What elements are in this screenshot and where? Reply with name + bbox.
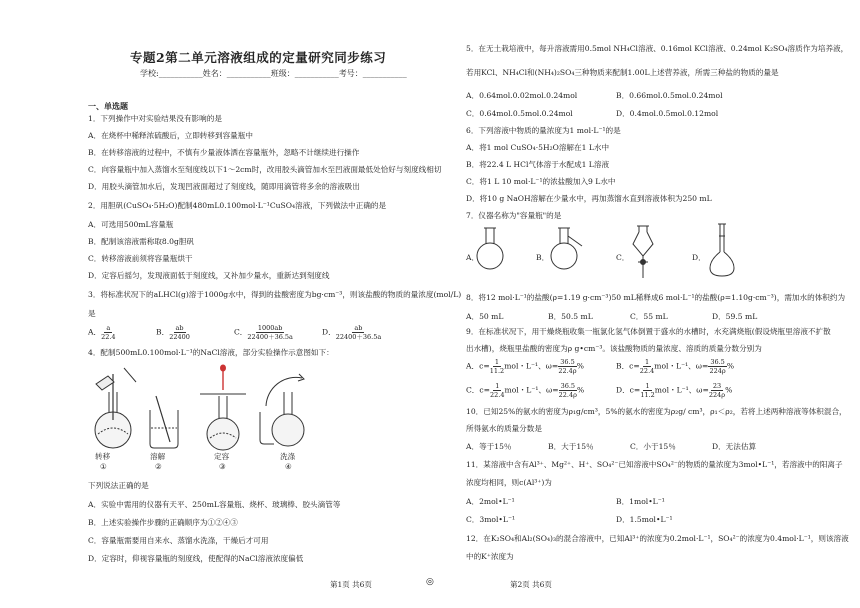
q4-step-volume: 定容 [214, 452, 230, 461]
q10-option-a[interactable]: A．等于15％ [466, 442, 512, 451]
q9-b-conc-fraction: $\frac{1}{22.4}$ [639, 358, 655, 375]
q9-d-mass-fraction: $\frac{23}{224\rho}$ [708, 382, 726, 399]
q1-option-b[interactable]: B．在转移溶液的过程中，不慎有少量液体洒在容量瓶外，忽略不计继续进行操作 [88, 148, 360, 157]
binding-mark: ◎ [426, 577, 434, 587]
q9-option-b[interactable]: B．c= $\frac{1}{22.4}$ mol・L⁻¹、ω= $\frac{36.5}{224\rho}$ % [616, 358, 735, 375]
q1-option-d[interactable]: D．用胶头滴管加水后，发现凹液面超过了刻度线，随即用滴管将多余的溶液吸出 [88, 182, 360, 191]
q4-step-num-1: ① [100, 462, 107, 471]
q4-option-d[interactable]: D．定容时，仰视容量瓶的刻度线，使配得的NaCl溶液浓度偏低 [88, 554, 304, 563]
q4-step-dissolve: 溶解 [150, 452, 166, 461]
volumetric-flask-icon [710, 224, 734, 276]
q9-option-d[interactable]: D．c= $\frac{1}{11.2}$ mol・L⁻¹、ω= $\frac{23}{224\rho}$ % [616, 382, 733, 399]
volume-fix-illustration [200, 365, 246, 450]
q3-c-fraction: $\frac{1000ab}{22400+36.5a}$ [247, 324, 293, 341]
q5-stem: 5．在无土栽培液中，每升溶液需用0.5mol NH₄Cl溶液、0.16mol KCl溶液、0.24mol K₂SO₄溶质作为培养液， [466, 44, 849, 53]
distilling-flask-icon [551, 228, 582, 269]
q4-option-c[interactable]: C．容量瓶需要用自来水、蒸馏水洗涤，干燥后才可用 [88, 536, 269, 545]
q9-a-conc-fraction: $\frac{1}{11.2}$ [489, 358, 505, 375]
q2-stem: 2．用胆矾(CuSO₄·5H₂O)配制480mL0.100mol·L⁻¹CuSO₄溶液，下列做法中正确的是 [88, 201, 387, 210]
q4-step-num-3: ③ [219, 462, 226, 471]
q10-stem: 10．已知25%的氨水的密度为ρ₁g/cm³，5%的氨水的密度为ρ₂g/ cm³，ρ₁＜ρ₂，若将上述两种溶液等体积混合， [466, 407, 847, 416]
q8-option-c[interactable]: C．55 mL [630, 312, 668, 321]
page-title: 专题2第二单元溶液组成的定量研究同步练习 [130, 50, 387, 65]
q7-option-b[interactable]: B． [536, 253, 550, 262]
q4-option-b[interactable]: B．上述实验操作步骤的正确顺序为①②④③ [88, 518, 238, 527]
q10-option-b[interactable]: B．大于15％ [548, 442, 594, 451]
q2-option-b[interactable]: B．配制该溶液需称取8.0g胆矾 [88, 237, 195, 246]
q9-option-c[interactable]: C．c= $\frac{1}{22.4}$ mol・L⁻¹、ω= $\frac{36.5}{22.4\rho}$ % [466, 382, 585, 399]
page-footer-left: 第1页 共6页 [330, 580, 372, 589]
q3-option-c[interactable]: C． $\frac{1000ab}{22400+36.5a}$ [234, 324, 293, 341]
q3-option-d[interactable]: D． $\frac{ab}{22400+36.5a}$ [322, 324, 382, 341]
q11-option-a[interactable]: A．2mol•L⁻¹ [466, 497, 515, 506]
page-footer-right: 第2页 共6页 [510, 580, 552, 589]
q5-option-a[interactable]: A．0.64mol.0.02mol.0.24mol [466, 91, 578, 100]
q6-option-d[interactable]: D．将10 g NaOH溶解在少量水中，再加蒸馏水直到溶液体积为250 mL [466, 194, 712, 203]
q12-stem-cont: 中的K⁺浓度为 [466, 552, 514, 561]
q9-b-mass-fraction: $\frac{36.5}{224\rho}$ [709, 358, 726, 375]
separatory-funnel-icon [633, 226, 653, 278]
q4-prompt: 下列说法正确的是 [88, 481, 149, 490]
q9-c-conc-fraction: $\frac{1}{22.4}$ [490, 382, 505, 399]
q4-stem: 4．配制500mL0.100mol·L⁻¹的NaCl溶液，部分实验操作示意图如下： [88, 348, 334, 357]
round-bottom-flask-icon [477, 228, 503, 269]
q3-d-fraction: $\frac{ab}{22400+36.5a}$ [335, 324, 382, 341]
q2-option-c[interactable]: C．转移溶液前须将容量瓶烘干 [88, 254, 193, 263]
q7-option-a[interactable]: A． [466, 253, 480, 262]
q6-option-a[interactable]: A．将1 mol CuSO₄·5H₂O溶解在1 L水中 [466, 143, 610, 152]
q8-option-d[interactable]: D．59.5 mL [712, 312, 758, 321]
q8-option-a[interactable]: A．50 mL [466, 312, 504, 321]
q1-option-a[interactable]: A．在烧杯中稀释浓硫酸后，立即转移到容量瓶中 [88, 131, 253, 140]
q4-step-num-2: ② [155, 462, 162, 471]
q7-glassware-figures [430, 222, 860, 282]
q9-d-conc-fraction: $\frac{1}{11.2}$ [640, 382, 655, 399]
q5-option-c[interactable]: C．0.64mol.0.5mol.0.24mol [466, 109, 573, 118]
section-heading: 一、单选题 [88, 101, 128, 111]
q5-stem-cont: 若用KCl、NH₄Cl和(NH₄)₂SO₄三种物质来配制1.00L上述营养液，所需三种盐的物质的量是 [466, 68, 779, 77]
q10-option-c[interactable]: C．小于15％ [630, 442, 676, 451]
q6-option-b[interactable]: B．将22.4 L HCl气体溶于水配成1 L溶液 [466, 160, 610, 169]
q5-option-d[interactable]: D．0.4mol.0.5mol.0.12mol [616, 109, 719, 118]
q2-option-a[interactable]: A．可选用500mL容量瓶 [88, 220, 174, 229]
q11-stem-cont: 浓度均相同，则c(Al³⁺)为 [466, 478, 552, 487]
q5-option-b[interactable]: B．0.66mol.0.5mol.0.24mol [616, 91, 723, 100]
q2-option-d[interactable]: D．定容后摇匀，发现液面低于刻度线，又补加少量水，重新达到刻度线 [88, 271, 330, 280]
q9-option-a[interactable]: A．c= $\frac{1}{11.2}$ mol・L⁻¹、ω= $\frac{36.5}{22.4\rho}$ % [466, 358, 584, 375]
q3-a-fraction: $\frac{a}{22.4}$ [101, 324, 116, 341]
q11-option-d[interactable]: D．1.5mol•L⁻¹ [616, 515, 673, 524]
q11-stem: 11．某溶液中含有Al³⁺、Mg²⁺、H⁺、SO₄²⁻已知溶液中SO₄²⁻的物质的量浓度为3mol•L⁻¹，若溶液中的阳离子 [466, 460, 843, 469]
q9-c-mass-fraction: $\frac{36.5}{22.4\rho}$ [558, 382, 577, 399]
q3-b-fraction: $\frac{ab}{22400}$ [169, 324, 190, 341]
q12-stem: 12．在K₂SO₄和Al₂(SO₄)₃的混合溶液中，已知Al³⁺的浓度为0.2mol·L⁻¹，SO₄²⁻的浓度为0.4mol·L⁻¹，则该溶液 [466, 534, 849, 543]
q3-stem-cont: 是 [88, 309, 96, 318]
q4-step-num-4: ④ [285, 462, 292, 471]
wash-flask-illustration [260, 374, 304, 446]
q10-option-d[interactable]: D．无法估算 [712, 442, 757, 451]
q3-option-a[interactable]: A． $\frac{a}{22.4}$ [88, 324, 116, 341]
q7-stem: 7．仪器名称为"容量瓶"的是 [466, 211, 562, 220]
q11-option-c[interactable]: C．3mol•L⁻¹ [466, 515, 516, 524]
q7-option-c[interactable]: C． [616, 253, 630, 262]
q10-stem-cont: 所得氨水的质量分数是 [466, 424, 542, 433]
q6-stem: 6．下列溶液中物质的量浓度为1 mol·L⁻¹的是 [466, 126, 621, 135]
q4-step-transfer: 转移 [95, 452, 111, 461]
dissolve-beaker-illustration [150, 396, 178, 448]
q6-option-c[interactable]: C．将1 L 10 mol·L⁻¹的浓盐酸加入9 L水中 [466, 177, 616, 186]
right-page [430, 0, 860, 608]
q3-option-b[interactable]: B． $\frac{ab}{22400}$ [156, 324, 190, 341]
student-info-line: 学校:___________姓名：___________班级：___________考号：___________ [140, 69, 407, 78]
q4-step-wash: 洗涤 [280, 452, 296, 461]
q11-option-b[interactable]: B．1mol•L⁻¹ [616, 497, 665, 506]
q4-option-a[interactable]: A．实验中需用的仪器有天平、250mL容量瓶、烧杯、玻璃棒、胶头滴管等 [88, 500, 341, 509]
q8-stem: 8．将12 mol·L⁻¹的盐酸(ρ=1.19 g·cm⁻³)50 mL稀释成6 mol·L⁻¹的盐酸(ρ=1.10g·cm⁻³)，需加水的体积约为 [466, 293, 846, 302]
q1-stem: 1．下列操作中对实验结果没有影响的是 [88, 114, 222, 123]
q1-option-c[interactable]: C．向容量瓶中加入蒸馏水至刻度线以下1～2cm时，改用胶头滴管加水至凹液面最低处恰好与刻度线相切 [88, 165, 442, 174]
q9-stem: 9．在标准状况下，用干燥烧瓶收集一瓶氯化氢气体倒置于盛水的水槽时，水充满烧瓶(假设烧瓶里溶液不扩散 [466, 327, 831, 336]
q7-option-d[interactable]: D． [692, 253, 706, 262]
q9-a-mass-fraction: $\frac{36.5}{22.4\rho}$ [558, 358, 577, 375]
q8-option-b[interactable]: B．50.5 mL [548, 312, 593, 321]
q9-stem-cont: 出水槽)，烧瓶里盐酸的密度为ρ g•cm⁻³。该盐酸物质的量浓度、溶质的质量分数分别为 [466, 344, 762, 353]
transfer-flask-illustration [95, 368, 136, 448]
q3-stem: 3．将标准状况下的aLHCl(g)溶于1000g水中，得到的盐酸密度为bg·cm⁻³，则该盐酸的物质的量浓度(mol/L) [88, 290, 462, 299]
